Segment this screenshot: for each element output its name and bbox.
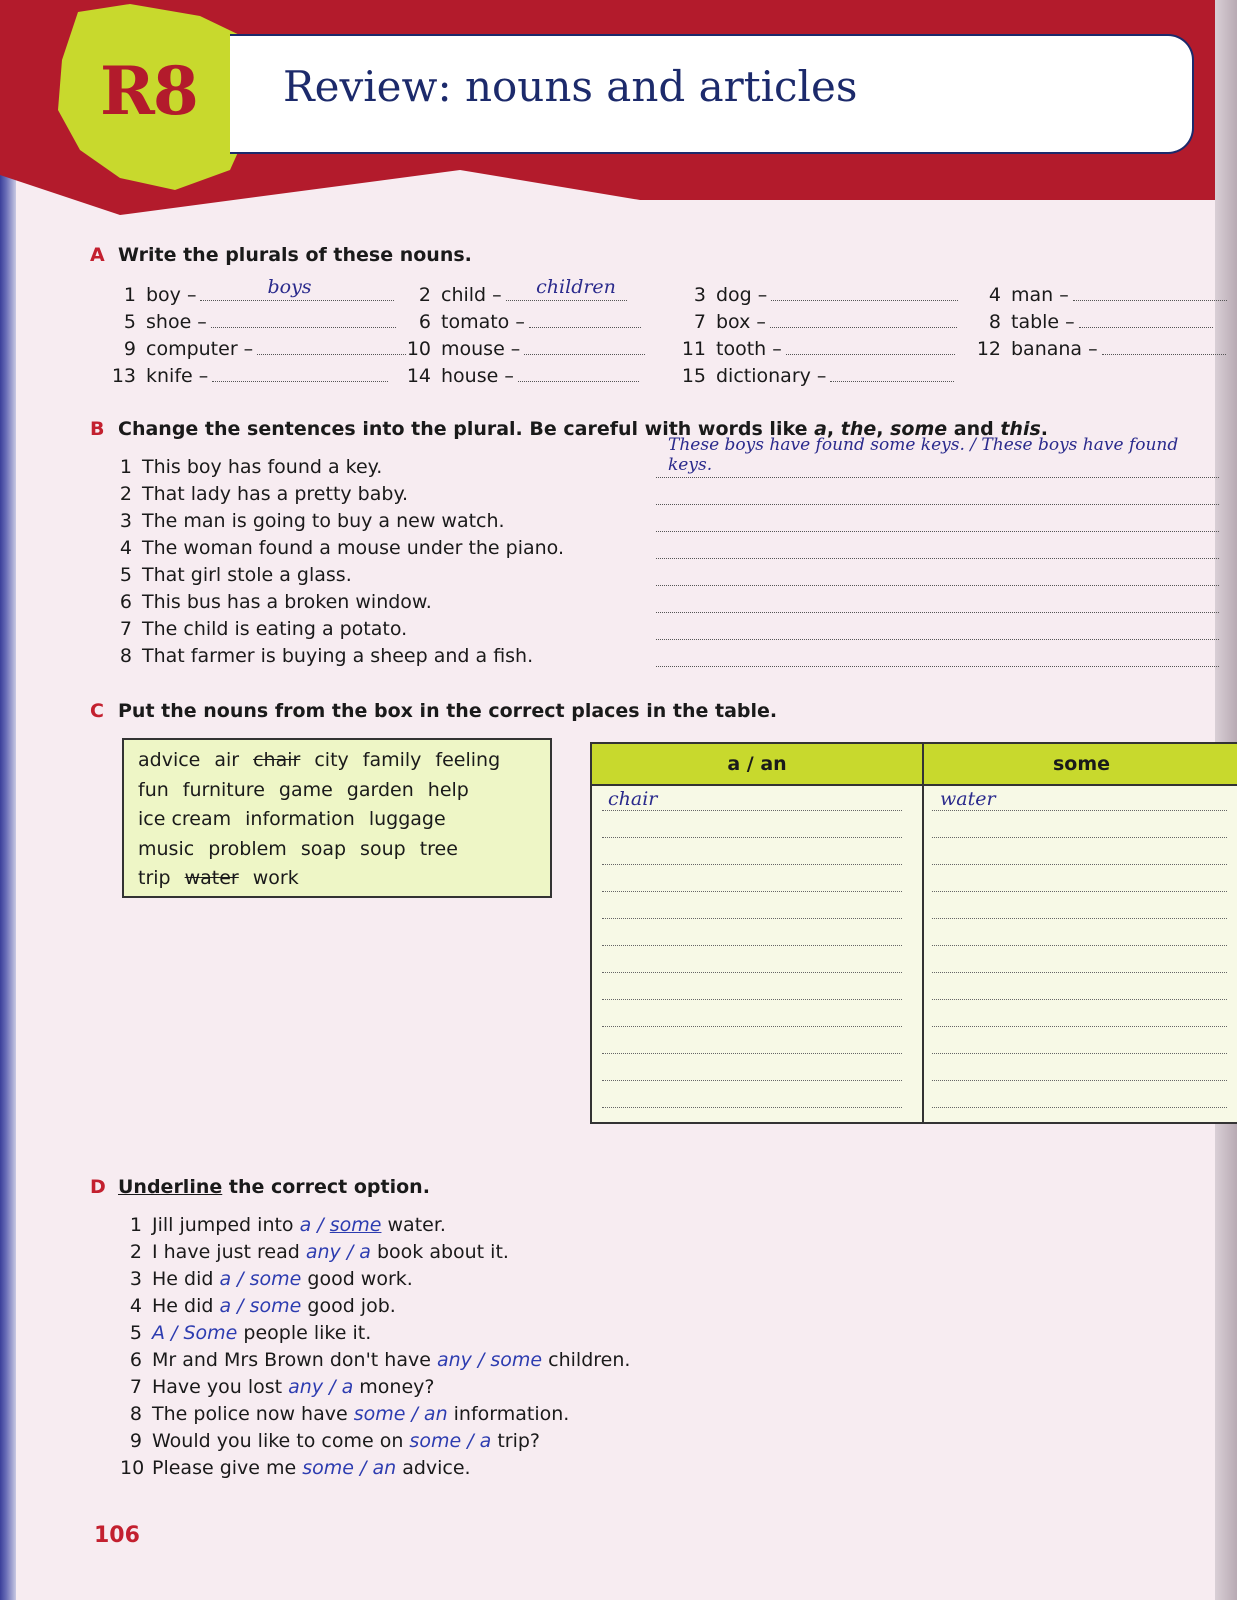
word-box-noun: work xyxy=(252,867,299,889)
table-answer-line[interactable] xyxy=(932,972,1227,973)
item-number: 4 xyxy=(988,284,1001,306)
word-box-noun: chair xyxy=(253,749,301,771)
item-noun: man – xyxy=(1011,284,1069,306)
answer-line[interactable] xyxy=(656,540,1219,559)
table-answer-line[interactable] xyxy=(932,1026,1227,1027)
answer-line[interactable] xyxy=(518,363,639,382)
item-number: 12 xyxy=(976,338,1001,360)
sentence-text: That farmer is buying a sheep and a fish. xyxy=(142,645,534,667)
option-choices xyxy=(300,1214,382,1236)
sentence-text: That girl stole a glass. xyxy=(142,564,352,586)
answer-line[interactable] xyxy=(200,276,394,301)
answer-line[interactable] xyxy=(656,621,1219,640)
word-box-noun: trip xyxy=(138,867,171,889)
item-number: 1 xyxy=(123,284,136,306)
table-answer-line[interactable] xyxy=(932,891,1227,892)
item-number: 2 xyxy=(418,284,431,306)
option-1[interactable]: some xyxy=(302,1457,354,1479)
answer-line[interactable] xyxy=(1079,309,1213,328)
instruction-text: . xyxy=(1040,418,1048,440)
page-title: Review: nouns and articles xyxy=(283,62,858,111)
item-number: 3 xyxy=(693,284,706,306)
sentence-text: The police now have xyxy=(152,1403,354,1425)
word-box-noun: ice cream xyxy=(138,808,232,830)
sentence-text: money? xyxy=(353,1376,435,1398)
answer-line[interactable] xyxy=(770,309,957,328)
table-answer-line[interactable] xyxy=(602,864,902,865)
instruction-text: Change the sentences into the plural. Be careful with words like xyxy=(118,418,815,440)
item-noun: dictionary – xyxy=(716,365,827,387)
sentence-text: This boy has found a key. xyxy=(142,456,383,478)
table-answer-line[interactable] xyxy=(602,999,902,1000)
item-noun: mouse – xyxy=(441,338,521,360)
plural-item xyxy=(405,276,627,306)
item-number: 1 xyxy=(119,456,132,478)
option-2[interactable]: an xyxy=(423,1403,448,1425)
item-number: 7 xyxy=(129,1376,142,1398)
table-answer-line[interactable] xyxy=(932,837,1227,838)
item-number: 5 xyxy=(129,1322,142,1344)
word-box-noun: luggage xyxy=(368,808,446,830)
option-separator: / xyxy=(165,1322,184,1344)
option-2[interactable]: a xyxy=(479,1430,492,1452)
answer-line[interactable] xyxy=(212,363,388,382)
instruction-text: and xyxy=(947,418,1001,440)
option-separator: / xyxy=(353,1457,373,1479)
option-2[interactable]: a xyxy=(359,1241,371,1263)
option-2[interactable]: some xyxy=(490,1349,543,1371)
plural-item xyxy=(680,282,958,306)
word-box-noun: air xyxy=(214,749,240,771)
section-d-heading xyxy=(90,1176,430,1198)
word-box-noun: furniture xyxy=(182,778,265,801)
section-c-heading xyxy=(90,700,777,722)
sentence-text: Mr and Mrs Brown don't have xyxy=(152,1349,437,1371)
option-separator: / xyxy=(231,1268,250,1290)
item-number: 8 xyxy=(129,1403,142,1425)
plural-item xyxy=(975,282,1227,306)
option-1[interactable]: any xyxy=(436,1349,472,1371)
page-number: 106 xyxy=(94,1523,140,1548)
option-choices xyxy=(409,1430,491,1452)
word-box-noun: game xyxy=(278,778,333,801)
item-number: 14 xyxy=(406,365,431,387)
option-separator: / xyxy=(231,1295,250,1317)
option-choices xyxy=(354,1403,448,1425)
word-box-row xyxy=(138,835,536,865)
sentence-text: Please give me xyxy=(152,1457,303,1479)
item-number: 7 xyxy=(693,311,706,333)
option-choices xyxy=(288,1376,353,1398)
option-2[interactable]: a xyxy=(341,1376,354,1398)
sentence-text: The woman found a mouse under the piano. xyxy=(142,537,565,559)
word-box-noun: garden xyxy=(346,778,414,801)
sentence-text: He did xyxy=(152,1295,220,1317)
word-box-noun: water xyxy=(184,867,239,889)
sentence-text: children. xyxy=(542,1349,631,1371)
option-1[interactable]: a xyxy=(299,1214,312,1236)
instruction-text: , xyxy=(876,418,891,440)
word-box-noun: feeling xyxy=(435,749,501,771)
item-number: 2 xyxy=(119,483,132,505)
option-choices xyxy=(302,1457,396,1479)
table-answer-line[interactable] xyxy=(602,891,902,892)
item-number: 15 xyxy=(681,365,706,387)
answer-line[interactable] xyxy=(786,336,955,355)
word-box-row xyxy=(138,746,536,776)
item-number: 3 xyxy=(129,1268,142,1290)
section-letter: B xyxy=(90,418,105,440)
option-choices xyxy=(219,1268,301,1290)
sentence-text: water. xyxy=(381,1214,446,1236)
handwritten-answer: boys xyxy=(267,276,312,298)
item-number: 8 xyxy=(988,311,1001,333)
item-number: 9 xyxy=(129,1430,142,1452)
item-number: 3 xyxy=(119,510,132,532)
item-number: 1 xyxy=(129,1214,142,1236)
plural-item xyxy=(975,336,1226,360)
sentence-text: advice. xyxy=(396,1457,471,1479)
option-2[interactable]: Some xyxy=(183,1322,238,1344)
item-number: 6 xyxy=(119,591,132,613)
table-answer-line[interactable] xyxy=(602,945,902,946)
table-answer-line[interactable] xyxy=(602,1053,902,1054)
section-instruction: Write the plurals of these nouns. xyxy=(118,244,472,266)
word-box-noun: family xyxy=(362,749,422,771)
word-box-noun: music xyxy=(138,837,195,860)
option-item xyxy=(120,1214,446,1236)
table-answer-line[interactable] xyxy=(602,810,902,811)
option-item xyxy=(120,1322,371,1344)
item-number: 10 xyxy=(406,338,431,360)
option-separator: / xyxy=(323,1376,342,1398)
item-noun: banana – xyxy=(1011,338,1098,360)
table-answer-line[interactable] xyxy=(602,972,902,973)
sentence-text: good work. xyxy=(301,1268,413,1290)
table-answer-line[interactable] xyxy=(602,1080,902,1081)
table-example-some: water xyxy=(940,788,996,810)
sentence-text: good job. xyxy=(301,1295,396,1317)
item-noun: child – xyxy=(441,284,502,306)
word-box-noun: soup xyxy=(360,837,406,860)
word-box-row xyxy=(138,864,536,894)
option-separator: / xyxy=(461,1430,480,1452)
table-answer-line[interactable] xyxy=(602,1107,902,1108)
item-noun: box – xyxy=(716,311,766,333)
table-answer-line[interactable] xyxy=(932,1080,1227,1081)
option-1[interactable]: some xyxy=(409,1430,462,1452)
sentence-text: people like it. xyxy=(237,1322,372,1344)
option-separator: / xyxy=(405,1403,424,1425)
option-choices xyxy=(219,1295,301,1317)
table-answer-line[interactable] xyxy=(932,864,1227,865)
plural-item xyxy=(405,309,641,333)
table-answer-line[interactable] xyxy=(932,918,1227,919)
section-instruction: the correct option. xyxy=(222,1176,430,1198)
sentence-text: This bus has a broken window. xyxy=(142,591,432,613)
item-noun: house – xyxy=(441,365,514,387)
section-instruction: Put the nouns from the box in the correct places in the table. xyxy=(118,700,778,722)
sentence-item xyxy=(110,564,352,586)
plural-item xyxy=(680,336,955,360)
plural-item xyxy=(110,336,406,360)
answer-line[interactable] xyxy=(656,486,1219,505)
option-2[interactable]: some xyxy=(329,1214,382,1236)
word-box-noun: problem xyxy=(208,837,287,860)
answer-line[interactable] xyxy=(1102,336,1226,355)
option-2[interactable]: an xyxy=(372,1457,397,1479)
item-noun: tooth – xyxy=(716,338,782,360)
option-separator: / xyxy=(340,1241,360,1263)
option-item xyxy=(120,1430,540,1452)
sentence-text: trip? xyxy=(491,1430,541,1452)
item-number: 9 xyxy=(123,338,136,360)
handwritten-answer: children xyxy=(536,276,616,298)
option-choices xyxy=(152,1322,237,1344)
answer-line[interactable] xyxy=(506,276,627,301)
option-item xyxy=(120,1295,396,1317)
option-item xyxy=(120,1349,630,1371)
item-number: 10 xyxy=(120,1457,145,1479)
table-header-some: some xyxy=(924,744,1237,786)
instruction-word: the xyxy=(840,418,877,440)
item-number: 5 xyxy=(123,311,136,333)
section-letter: C xyxy=(90,700,104,722)
plural-item xyxy=(680,309,957,333)
item-number: 7 xyxy=(119,618,132,640)
sentence-item xyxy=(110,618,407,640)
sentence-item xyxy=(110,591,432,613)
answer-line[interactable] xyxy=(830,363,954,382)
plural-item xyxy=(405,336,645,360)
sentence-text: Would you like to come on xyxy=(152,1430,410,1452)
sentence-item xyxy=(110,645,533,667)
answer-line[interactable] xyxy=(656,648,1219,667)
plural-item xyxy=(110,363,388,387)
sentence-text: Jill jumped into xyxy=(152,1214,300,1236)
option-item xyxy=(120,1457,471,1479)
answer-line[interactable] xyxy=(656,594,1219,613)
table-answer-line[interactable] xyxy=(602,918,902,919)
option-separator: / xyxy=(311,1214,330,1236)
item-noun: computer – xyxy=(146,338,254,360)
table-header-a-an: a / an xyxy=(592,744,922,786)
sentence-text: That lady has a pretty baby. xyxy=(142,483,409,505)
option-item xyxy=(120,1376,434,1398)
sentence-item xyxy=(110,537,564,559)
section-letter: D xyxy=(90,1176,106,1198)
word-box xyxy=(122,738,552,898)
sentence-text: The man is going to buy a new watch. xyxy=(142,510,505,532)
option-separator: / xyxy=(471,1349,491,1371)
sentence-text: He did xyxy=(152,1268,220,1290)
handwritten-answer: These boys have found some keys. / These boys have found keys. xyxy=(668,435,1179,475)
answer-line[interactable] xyxy=(656,567,1219,586)
item-number: 6 xyxy=(129,1349,142,1371)
sentence-item xyxy=(110,456,382,478)
answer-line[interactable] xyxy=(771,282,958,301)
word-box-noun: fun xyxy=(138,778,169,801)
item-number: 13 xyxy=(111,365,136,387)
section-a-heading xyxy=(90,244,472,266)
table-example-a-an: chair xyxy=(608,788,658,810)
plural-item xyxy=(110,309,396,333)
instruction-word: Underline xyxy=(118,1176,223,1198)
item-number: 2 xyxy=(129,1241,142,1263)
answer-line[interactable] xyxy=(656,513,1219,532)
instruction-word: this xyxy=(1000,418,1041,440)
word-box-noun: help xyxy=(427,778,469,801)
option-1[interactable]: A xyxy=(152,1322,165,1344)
instruction-text: , xyxy=(826,418,841,440)
word-box-row xyxy=(138,805,536,835)
item-number: 5 xyxy=(119,564,132,586)
item-noun: boy – xyxy=(146,284,197,306)
table-answer-line[interactable] xyxy=(932,945,1227,946)
sentence-text: Have you lost xyxy=(152,1376,289,1398)
answer-line[interactable] xyxy=(1073,282,1227,301)
answer-line[interactable] xyxy=(524,336,645,355)
word-box-row xyxy=(138,776,536,806)
item-noun: knife – xyxy=(146,365,209,387)
option-1[interactable]: a xyxy=(219,1295,232,1317)
answer-line[interactable] xyxy=(656,435,1219,478)
word-box-noun: soap xyxy=(300,837,347,860)
option-item xyxy=(120,1241,509,1263)
option-2[interactable]: some xyxy=(249,1295,302,1317)
table-answer-line[interactable] xyxy=(932,1053,1227,1054)
option-1[interactable]: some xyxy=(353,1403,406,1425)
page-edge-left xyxy=(0,160,16,1600)
table-answer-line[interactable] xyxy=(932,810,1227,811)
sentence-text: I have just read xyxy=(152,1241,306,1263)
plural-item xyxy=(680,363,954,387)
item-noun: table – xyxy=(1011,311,1075,333)
item-noun: tomato – xyxy=(441,311,525,333)
sentence-item xyxy=(110,483,408,505)
option-choices xyxy=(437,1349,542,1371)
table-column-divider xyxy=(922,744,924,1124)
option-1[interactable]: any xyxy=(288,1376,324,1398)
table-answer-line[interactable] xyxy=(602,837,902,838)
item-number: 11 xyxy=(681,338,706,360)
instruction-word: a xyxy=(814,418,827,440)
sentence-text: book about it. xyxy=(370,1241,509,1263)
section-letter: A xyxy=(90,244,105,266)
option-2[interactable]: some xyxy=(249,1268,302,1290)
sentence-text: information. xyxy=(447,1403,570,1425)
option-item xyxy=(120,1268,413,1290)
word-box-noun: information xyxy=(245,808,355,830)
option-item xyxy=(120,1403,569,1425)
plural-item xyxy=(975,309,1213,333)
answer-line[interactable] xyxy=(211,309,396,328)
option-choices xyxy=(306,1241,371,1263)
noun-table xyxy=(590,742,1237,1124)
plural-item xyxy=(405,363,639,387)
instruction-word: some xyxy=(890,418,948,440)
word-box-noun: city xyxy=(314,749,349,771)
sentence-item xyxy=(110,510,505,532)
item-noun: shoe – xyxy=(146,311,207,333)
option-1[interactable]: a xyxy=(219,1268,232,1290)
table-answer-line[interactable] xyxy=(932,999,1227,1000)
item-noun: dog – xyxy=(716,284,768,306)
table-answer-line[interactable] xyxy=(602,1026,902,1027)
sentence-text: The child is eating a potato. xyxy=(142,618,408,640)
unit-badge: R8 xyxy=(100,52,197,130)
answer-line[interactable] xyxy=(257,336,406,355)
item-number: 4 xyxy=(119,537,132,559)
table-answer-line[interactable] xyxy=(932,1107,1227,1108)
plural-item xyxy=(110,276,394,306)
word-box-noun: advice xyxy=(138,749,201,771)
answer-line[interactable] xyxy=(529,309,641,328)
item-number: 4 xyxy=(129,1295,142,1317)
word-box-noun: tree xyxy=(419,837,458,860)
item-number: 8 xyxy=(119,645,132,667)
option-1[interactable]: any xyxy=(305,1241,341,1263)
item-number: 6 xyxy=(418,311,431,333)
